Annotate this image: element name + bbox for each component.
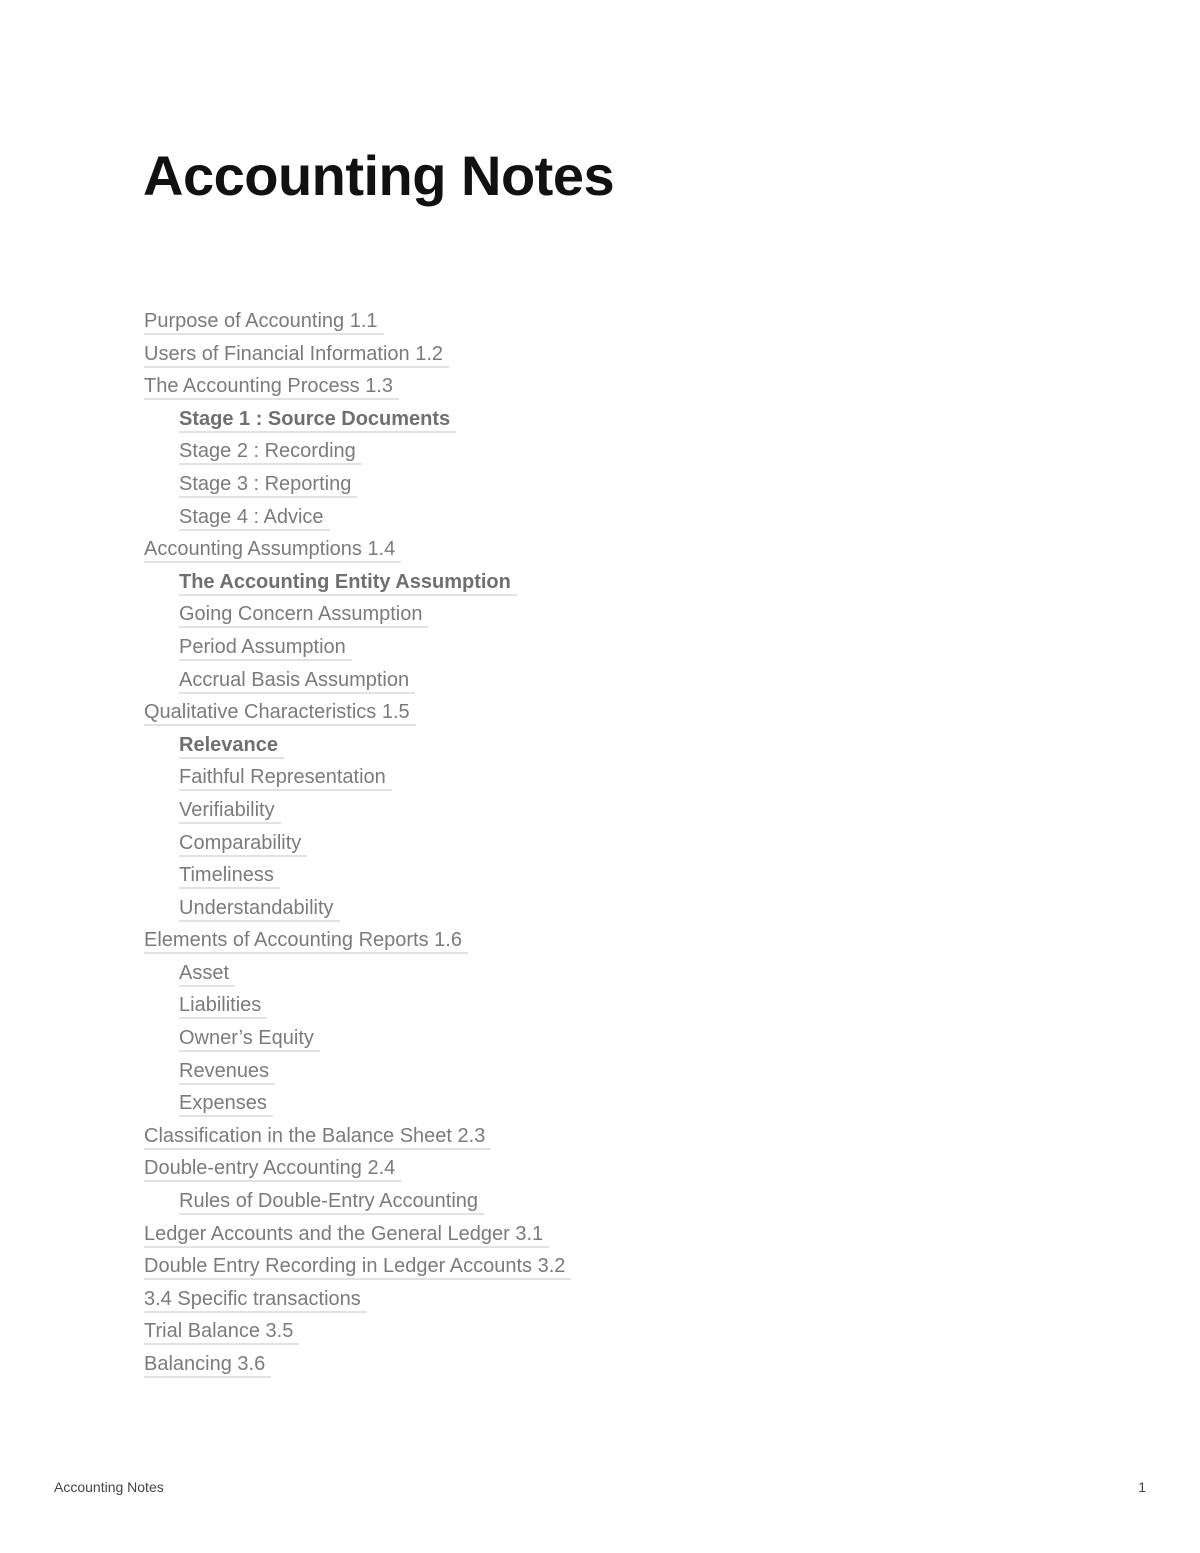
toc-link[interactable]: Relevance xyxy=(179,734,284,759)
toc-item xyxy=(144,1348,571,1381)
toc-item xyxy=(144,892,571,925)
toc-link[interactable]: Elements of Accounting Reports 1.6 xyxy=(144,929,468,954)
toc-link[interactable]: Liabilities xyxy=(179,994,267,1019)
toc-item xyxy=(144,403,571,436)
toc-item xyxy=(144,924,571,957)
toc-link[interactable]: Owner’s Equity xyxy=(179,1027,320,1052)
toc-link[interactable]: Verifiability xyxy=(179,799,281,824)
toc-item xyxy=(144,696,571,729)
toc-item xyxy=(144,533,571,566)
toc-item xyxy=(144,729,571,762)
toc-item xyxy=(144,1087,571,1120)
toc-item xyxy=(144,338,571,371)
toc-link[interactable]: Stage 2 : Recording xyxy=(179,440,362,465)
toc-item xyxy=(144,664,571,697)
toc-item xyxy=(144,989,571,1022)
toc-item xyxy=(144,827,571,860)
toc-item xyxy=(144,468,571,501)
toc-item xyxy=(144,1055,571,1088)
toc-link[interactable]: 3.4 Specific transactions xyxy=(144,1288,367,1313)
toc-item xyxy=(144,501,571,534)
toc-link[interactable]: Period Assumption xyxy=(179,636,352,661)
toc-link[interactable]: The Accounting Process 1.3 xyxy=(144,375,399,400)
toc-item xyxy=(144,957,571,990)
footer-title: Accounting Notes xyxy=(54,1479,164,1495)
toc-link[interactable]: Stage 3 : Reporting xyxy=(179,473,357,498)
table-of-contents xyxy=(144,305,571,1381)
toc-link[interactable]: Users of Financial Information 1.2 xyxy=(144,343,449,368)
toc-link[interactable]: Timeliness xyxy=(179,864,280,889)
toc-link[interactable]: Stage 4 : Advice xyxy=(179,506,330,531)
toc-link[interactable]: Asset xyxy=(179,962,235,987)
toc-link[interactable]: Classification in the Balance Sheet 2.3 xyxy=(144,1125,491,1150)
toc-item xyxy=(144,761,571,794)
toc-item xyxy=(144,566,571,599)
toc-link[interactable]: Purpose of Accounting 1.1 xyxy=(144,310,384,335)
toc-link[interactable]: Double-entry Accounting 2.4 xyxy=(144,1157,401,1182)
toc-item xyxy=(144,305,571,338)
toc-link[interactable]: Stage 1 : Source Documents xyxy=(179,408,456,433)
toc-item xyxy=(144,1218,571,1251)
toc-item xyxy=(144,631,571,664)
toc-item xyxy=(144,794,571,827)
toc-link[interactable]: Trial Balance 3.5 xyxy=(144,1320,299,1345)
toc-item xyxy=(144,1315,571,1348)
toc-item xyxy=(144,1120,571,1153)
toc-item xyxy=(144,1250,571,1283)
toc-link[interactable]: Faithful Representation xyxy=(179,766,392,791)
toc-link[interactable]: Expenses xyxy=(179,1092,273,1117)
toc-link[interactable]: Accounting Assumptions 1.4 xyxy=(144,538,401,563)
toc-link[interactable]: Balancing 3.6 xyxy=(144,1353,271,1378)
toc-link[interactable]: Comparability xyxy=(179,832,307,857)
toc-link[interactable]: Going Concern Assumption xyxy=(179,603,428,628)
toc-item xyxy=(144,370,571,403)
toc-link[interactable]: Accrual Basis Assumption xyxy=(179,669,415,694)
toc-link[interactable]: The Accounting Entity Assumption xyxy=(179,571,517,596)
footer-page-number: 1 xyxy=(1138,1479,1146,1495)
toc-link[interactable]: Double Entry Recording in Ledger Accounts 3.2 xyxy=(144,1255,571,1280)
toc-item xyxy=(144,1152,571,1185)
toc-item xyxy=(144,1185,571,1218)
toc-item xyxy=(144,1283,571,1316)
toc-link[interactable]: Rules of Double-Entry Accounting xyxy=(179,1190,484,1215)
toc-link[interactable]: Qualitative Characteristics 1.5 xyxy=(144,701,416,726)
toc-link[interactable]: Ledger Accounts and the General Ledger 3.1 xyxy=(144,1223,549,1248)
toc-link[interactable]: Understandability xyxy=(179,897,340,922)
page-title: Accounting Notes xyxy=(143,144,615,207)
toc-item xyxy=(144,859,571,892)
toc-item xyxy=(144,1022,571,1055)
toc-item xyxy=(144,435,571,468)
toc-link[interactable]: Revenues xyxy=(179,1060,275,1085)
toc-item xyxy=(144,598,571,631)
